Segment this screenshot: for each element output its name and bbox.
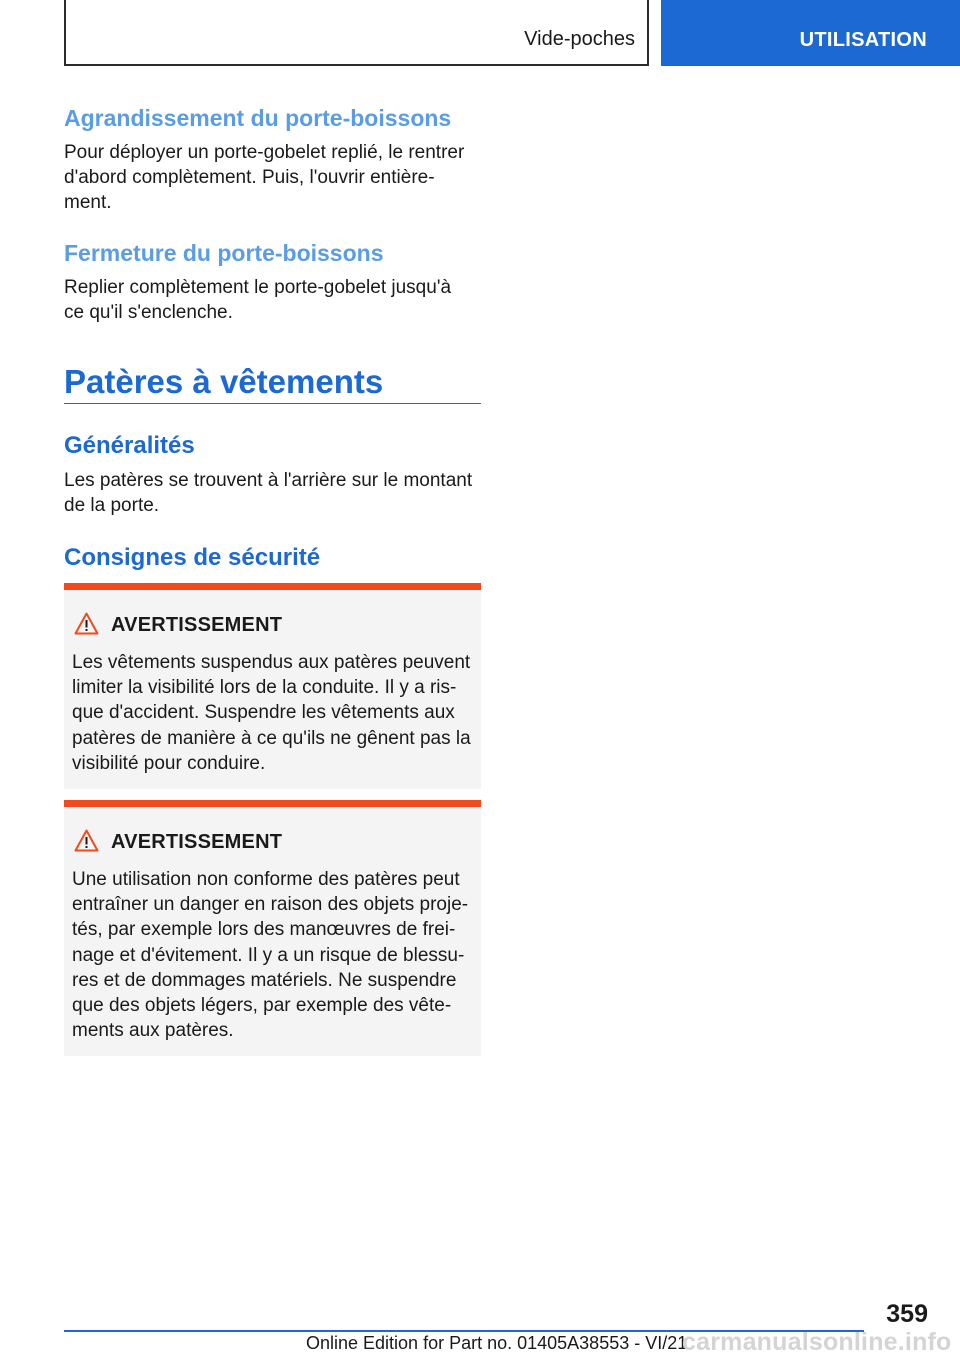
heading-fermeture: Fermeture du porte-boissons: [64, 240, 384, 266]
heading-consignes: Consignes de sécurité: [64, 544, 321, 571]
header-section-title: Vide-poches: [524, 28, 635, 50]
warning-triangle-icon: [74, 612, 99, 635]
footer-edition: Online Edition for Part no. 01405A38553 - VI/21: [306, 1333, 688, 1353]
paragraph-fermeture: Replier complètement le porte-gobelet jusqu'à ce qu'il s'enclenche.: [64, 277, 452, 323]
warning-text: Les vêtements suspendus aux patères peuvent limiter la visibilité lors de la conduite. Il y a ris- que d'accident. Suspendre les vêtements aux patères de manière à ce qu'ils ne gênent pas la visibilité pour conduire.: [72, 652, 471, 774]
footer-watermark: carmanualsonline.info: [682, 1328, 952, 1356]
header-chapter-tab: [661, 0, 960, 66]
warning-box: [64, 583, 481, 789]
warning-box: [64, 800, 481, 1056]
page-title: Patères à vêtements: [64, 363, 384, 400]
warning-title: AVERTISSEMENT: [111, 831, 283, 853]
heading-generalites: Généralités: [64, 432, 195, 459]
title-divider: [64, 403, 481, 404]
warning-triangle-icon: [74, 829, 99, 852]
heading-agrandissement: Agrandissement du porte-boissons: [64, 105, 452, 131]
header-chapter-title: UTILISATION: [799, 29, 927, 51]
page-number: 359: [886, 1300, 928, 1328]
paragraph-agrandissement: Pour déployer un porte-gobelet replié, le rentrer d'abord complètement. Puis, l'ouvrir entière- ment.: [64, 142, 465, 213]
header-section-box: [64, 0, 649, 66]
paragraph-generalites: Les patères se trouvent à l'arrière sur le montant de la porte.: [64, 470, 473, 516]
warning-title: AVERTISSEMENT: [111, 614, 283, 636]
warning-text: Une utilisation non conforme des patères peut entraîner un danger en raison des objets proje- tés, par exemple lors des manœuvres de frei- nage et d'évitement. Il y a un risque de blessu- res et de dommages matériels. Ne suspendre que des objets légers, par exemple des vête- ments aux patères.: [72, 869, 469, 1042]
